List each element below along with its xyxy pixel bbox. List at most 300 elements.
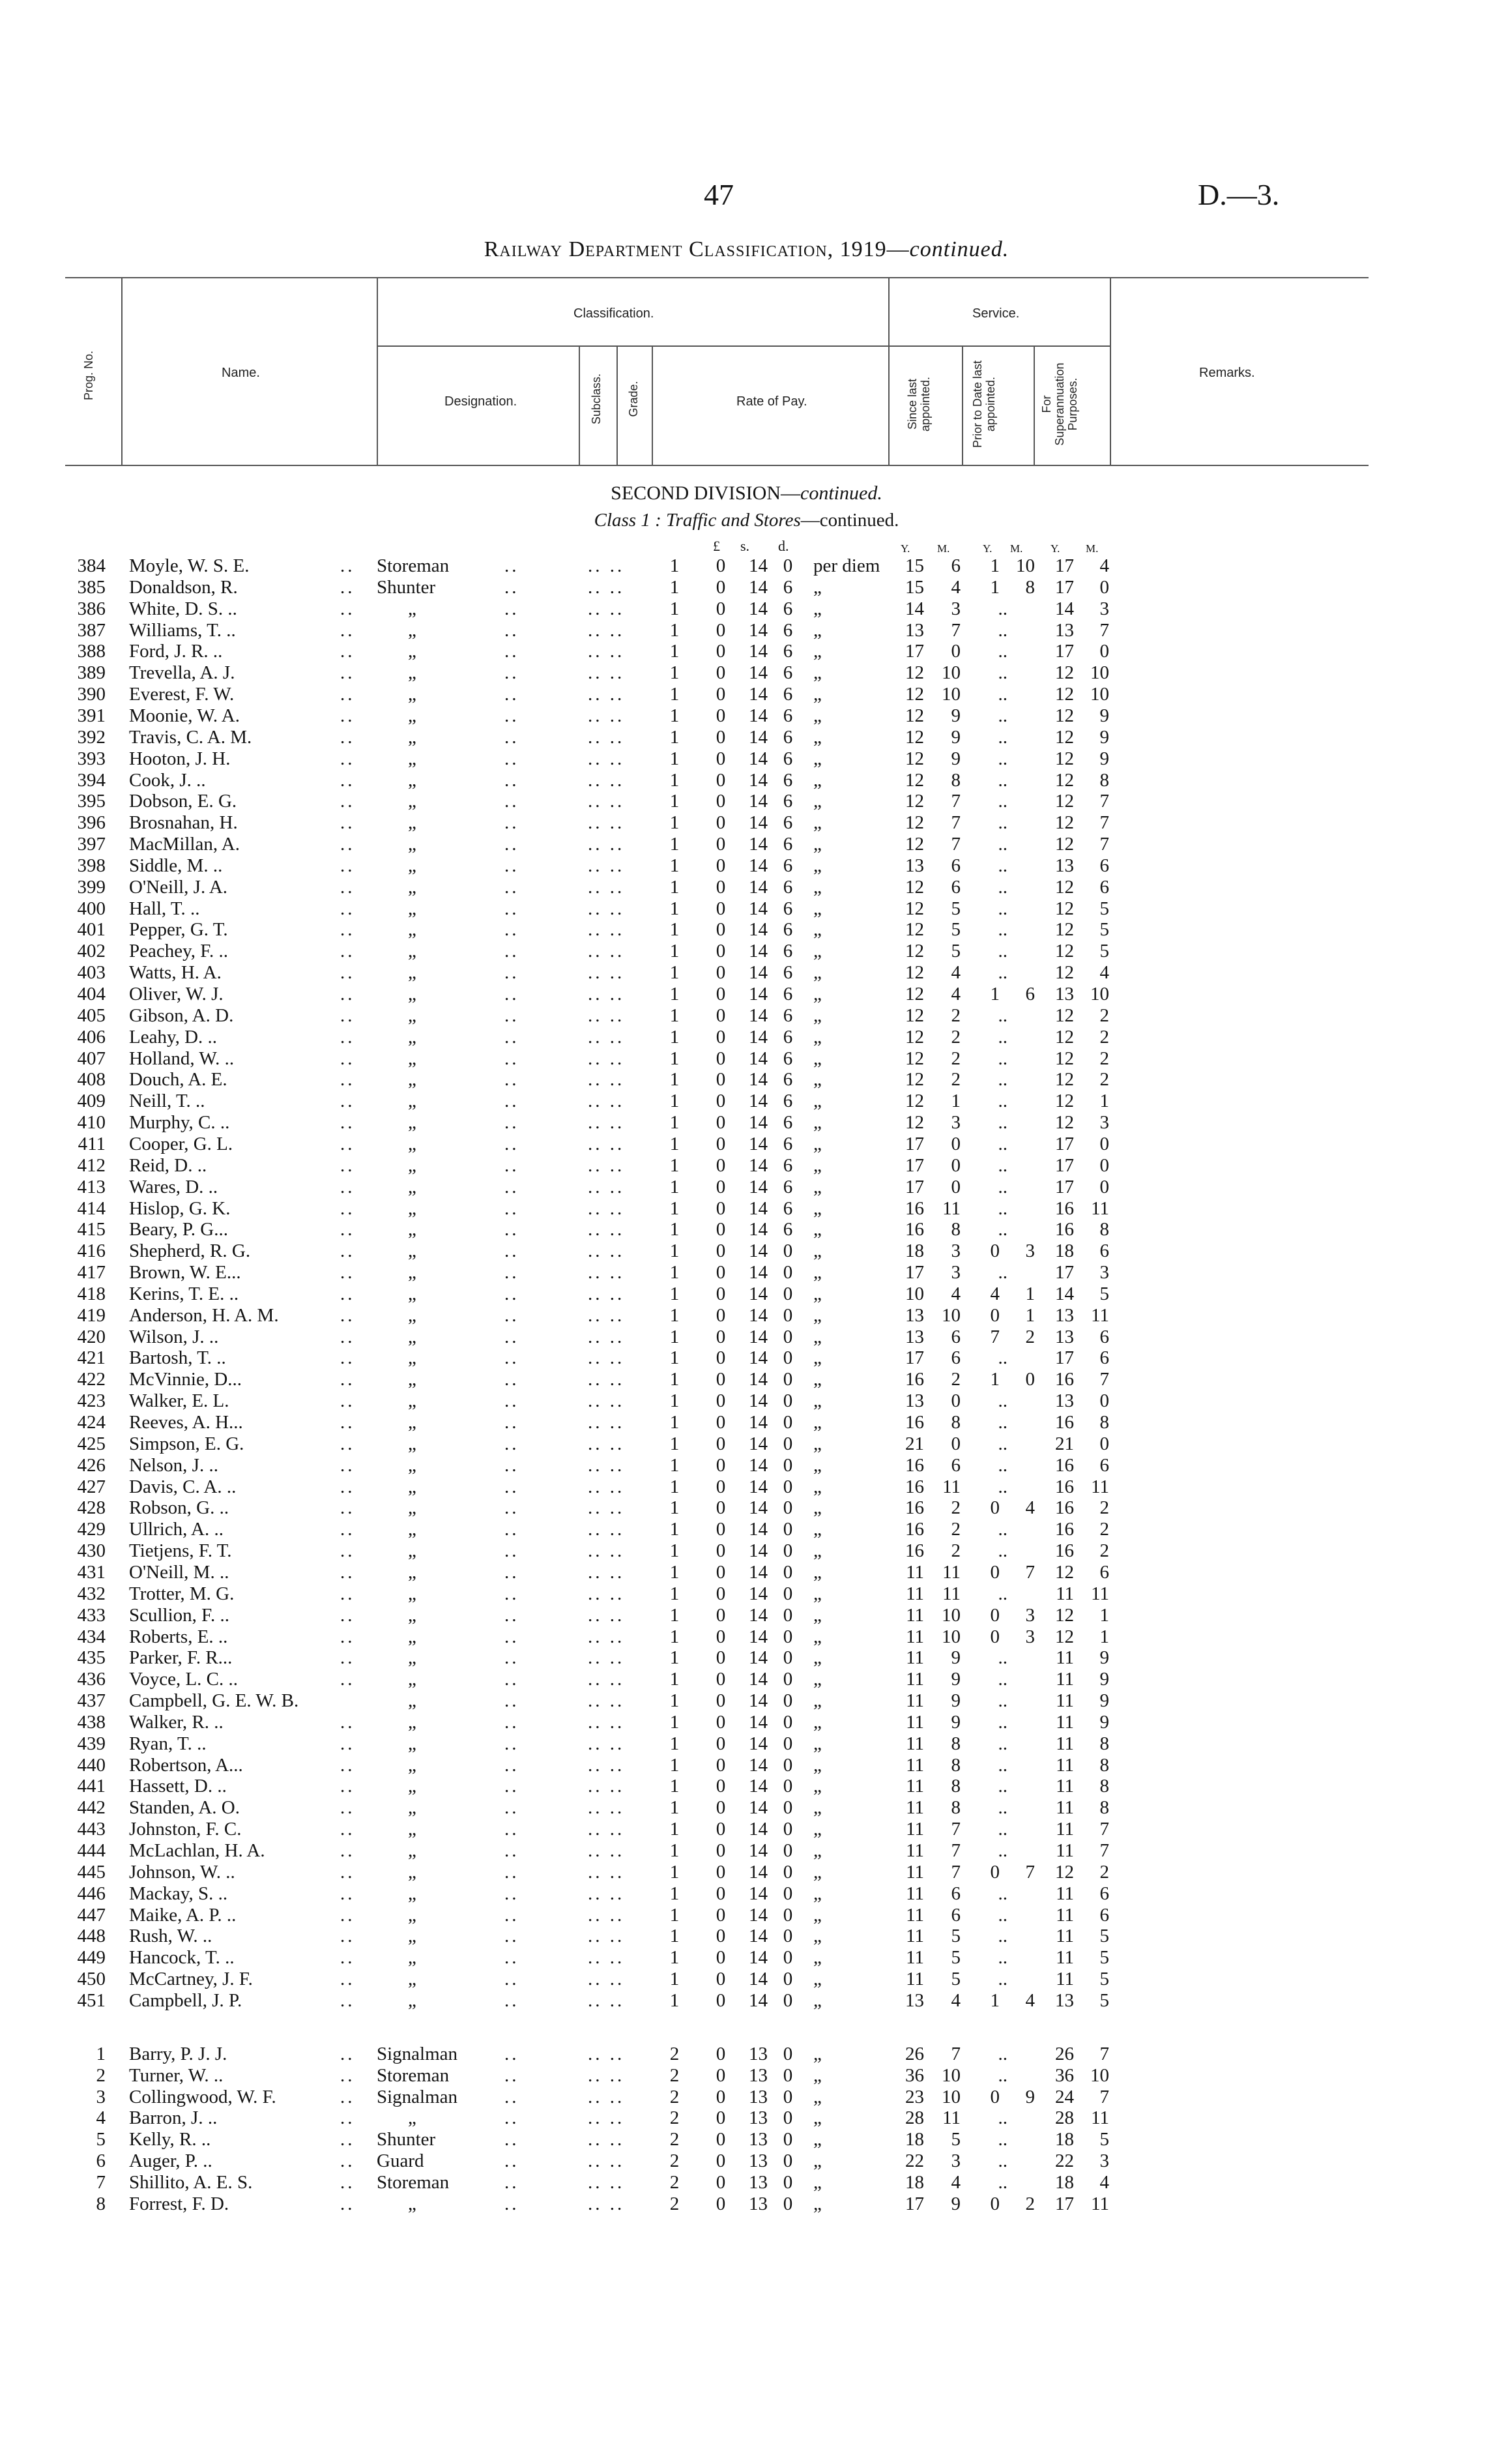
pay-pounds: 0 (716, 1176, 726, 1197)
since-months: 1 (951, 1091, 961, 1112)
leader-dots: .. (340, 1840, 355, 1861)
prog-no: 447 (77, 1904, 106, 1926)
leader-dots: .. (504, 748, 519, 769)
since-years: 13 (905, 619, 924, 641)
pay-pounds: 0 (716, 834, 726, 855)
super-years: 28 (1055, 2107, 1074, 2129)
prior-years: .. (998, 1519, 1007, 1540)
subclass: 1 (669, 1583, 680, 1604)
pay-pence: 0 (783, 1819, 793, 1840)
table-row (0, 2044, 1493, 2065)
leader-dots: .. (504, 555, 519, 576)
leader-dots: .. .. (588, 1561, 625, 1583)
super-years: 11 (1056, 1969, 1074, 1990)
since-years: 13 (905, 1989, 924, 2011)
subclass: 1 (669, 1690, 680, 1712)
service-header: Service. (972, 306, 1020, 321)
employee-name: Hooton, J. H. (129, 748, 231, 769)
pay-shillings: 14 (749, 1476, 768, 1497)
leader-dots: .. (340, 1197, 355, 1219)
designation: „ (408, 748, 416, 769)
subclass: 1 (669, 1154, 680, 1176)
pay-shillings: 14 (749, 962, 768, 984)
super-months: 2 (1099, 1026, 1109, 1048)
super-years: 17 (1055, 1133, 1074, 1154)
since-years: 11 (906, 1690, 924, 1712)
since-months: 2 (951, 1369, 961, 1390)
leader-dots: .. (504, 1026, 519, 1048)
subclass: 1 (669, 662, 680, 684)
leader-dots: .. (340, 1776, 355, 1797)
since-months: 0 (951, 1154, 961, 1176)
pay-pence: 0 (783, 1240, 793, 1262)
pay-shillings: 14 (749, 662, 768, 684)
since-years: 17 (905, 1154, 924, 1176)
employee-name: Williams, T. .. (129, 619, 236, 641)
leader-dots: .. .. (588, 641, 625, 662)
subclass: 1 (669, 705, 680, 726)
table-row (0, 641, 1493, 662)
leader-dots: .. .. (588, 1669, 625, 1690)
designation: „ (408, 662, 416, 684)
pay-pounds: 0 (716, 1711, 726, 1733)
leader-dots: .. (340, 1626, 355, 1647)
since-months: 9 (951, 726, 961, 748)
years-unit-2: Y. (983, 542, 993, 555)
leader-dots: .. (504, 1776, 519, 1797)
employee-name: Shillito, A. E. S. (129, 2171, 253, 2193)
pay-period: „ (813, 1476, 822, 1497)
prog-no: 439 (77, 1733, 106, 1754)
super-months: 8 (1099, 1797, 1109, 1819)
super-months: 0 (1099, 1176, 1109, 1197)
pay-pounds: 0 (716, 1240, 726, 1262)
subclass: 1 (669, 1347, 680, 1369)
since-years: 11 (906, 1776, 924, 1797)
super-months: 2 (1099, 1497, 1109, 1519)
pay-period: „ (813, 1883, 822, 1904)
since-years: 13 (905, 1304, 924, 1326)
leader-dots: .. (504, 1091, 519, 1112)
pay-shillings: 14 (749, 1626, 768, 1647)
prior-years: .. (998, 1005, 1007, 1026)
super-years: 12 (1055, 898, 1074, 919)
since-months: 6 (951, 1883, 961, 1904)
super-years: 13 (1055, 1304, 1074, 1326)
super-years: 16 (1055, 1412, 1074, 1433)
prior-years: .. (998, 1947, 1007, 1969)
employee-name: Forrest, F. D. (129, 2193, 229, 2214)
table-row (0, 1905, 1493, 1926)
employee-name: Walker, R. .. (129, 1711, 224, 1733)
leader-dots: .. (504, 1733, 519, 1754)
super-years: 17 (1055, 555, 1074, 576)
table-row (0, 1776, 1493, 1797)
designation: „ (408, 1283, 416, 1304)
subclass: 1 (669, 962, 680, 984)
pay-period: „ (813, 1412, 822, 1433)
super-years: 17 (1055, 641, 1074, 662)
pay-period: „ (813, 855, 822, 876)
leader-dots: .. (504, 1926, 519, 1947)
leader-dots: .. (340, 555, 355, 576)
pay-pence: 0 (783, 1561, 793, 1583)
prog-no: 435 (77, 1647, 106, 1669)
super-months: 0 (1099, 641, 1109, 662)
employee-name: Cook, J. .. (129, 769, 206, 791)
prog-no: 429 (77, 1519, 106, 1540)
super-years: 17 (1055, 1176, 1074, 1197)
pay-period: „ (813, 1947, 822, 1969)
pay-period: „ (813, 1776, 822, 1797)
leader-dots: .. (340, 684, 355, 705)
leader-dots: .. (340, 1005, 355, 1026)
pay-shillings: 14 (749, 919, 768, 941)
leader-dots: .. .. (588, 619, 625, 641)
leader-dots: .. (340, 1583, 355, 1604)
super-years: 13 (1055, 855, 1074, 876)
shilling-unit: s. (740, 538, 750, 554)
since-years: 11 (906, 1926, 924, 1947)
super-years: 26 (1055, 2044, 1074, 2064)
super-months: 3 (1099, 1262, 1109, 1283)
subclass: 1 (669, 919, 680, 941)
designation: „ (408, 855, 416, 876)
pay-pence: 0 (783, 1262, 793, 1283)
prior-years: .. (998, 1733, 1007, 1754)
pay-pence: 6 (783, 1133, 793, 1154)
since-years: 16 (905, 1219, 924, 1240)
leader-dots: .. (340, 1240, 355, 1262)
prior-months: 2 (1025, 1326, 1035, 1347)
leader-dots: .. (340, 1797, 355, 1819)
since-months: 7 (951, 812, 961, 834)
table-row (0, 555, 1493, 577)
pay-pence: 6 (783, 684, 793, 705)
prog-no: 399 (77, 876, 106, 898)
designation: „ (408, 1369, 416, 1390)
employee-name: Nelson, J. .. (129, 1454, 218, 1476)
pay-shillings: 13 (749, 2086, 768, 2107)
leader-dots: .. (504, 1454, 519, 1476)
leader-dots: .. (340, 1561, 355, 1583)
super-months: 0 (1099, 1390, 1109, 1412)
leader-dots: .. (340, 1219, 355, 1240)
prior-months: 2 (1025, 2193, 1035, 2214)
pay-shillings: 14 (749, 1326, 768, 1347)
pay-shillings: 13 (749, 2171, 768, 2193)
prior-years: 0 (990, 1497, 1000, 1519)
subclass: 1 (669, 1926, 680, 1947)
leader-dots: .. (504, 1604, 519, 1626)
classification-header: Classification. (573, 306, 654, 321)
pay-period: „ (813, 1154, 822, 1176)
pay-pence: 0 (783, 1369, 793, 1390)
designation: „ (408, 1733, 416, 1754)
designation: „ (408, 1989, 416, 2011)
prior-years: 0 (990, 1304, 1000, 1326)
leader-dots: .. (504, 619, 519, 641)
subclass: 1 (669, 576, 680, 598)
pay-shillings: 14 (749, 1711, 768, 1733)
leader-dots: .. (340, 2107, 355, 2129)
super-years: 11 (1056, 1840, 1074, 1861)
prior-years: .. (998, 619, 1007, 641)
leader-dots: .. (340, 1819, 355, 1840)
pay-shillings: 14 (749, 1497, 768, 1519)
pay-pence: 0 (783, 1540, 793, 1562)
since-years: 16 (905, 1476, 924, 1497)
leader-dots: .. .. (588, 2150, 625, 2171)
super-months: 5 (1099, 898, 1109, 919)
pay-pence: 0 (783, 1497, 793, 1519)
super-years: 12 (1055, 1861, 1074, 1883)
since-years: 12 (905, 684, 924, 705)
pay-pounds: 0 (716, 2107, 726, 2129)
prog-no: 402 (77, 941, 106, 962)
leader-dots: .. (504, 1969, 519, 1990)
prior-months: 3 (1025, 1626, 1035, 1647)
pay-shillings: 13 (749, 2150, 768, 2171)
prog-no: 425 (77, 1433, 106, 1454)
super-years: 11 (1056, 1947, 1074, 1969)
super-years: 21 (1055, 1433, 1074, 1454)
designation: Shunter (377, 2129, 436, 2150)
since-years: 11 (906, 1947, 924, 1969)
leader-dots: .. .. (588, 1283, 625, 1304)
prog-no: 448 (77, 1926, 106, 1947)
leader-dots: .. (504, 1861, 519, 1883)
pay-pounds: 0 (716, 1347, 726, 1369)
pay-shillings: 14 (749, 1262, 768, 1283)
leader-dots: .. .. (588, 1154, 625, 1176)
super-months: 11 (1091, 1197, 1109, 1219)
prior-months: 10 (1016, 555, 1035, 576)
super-years: 16 (1055, 1540, 1074, 1562)
leader-dots: .. (340, 1947, 355, 1969)
pay-pence: 6 (783, 726, 793, 748)
leader-dots: .. (504, 1626, 519, 1647)
pay-pence: 0 (783, 1626, 793, 1647)
subclass: 1 (669, 1454, 680, 1476)
super-months: 8 (1099, 1219, 1109, 1240)
super-years: 12 (1055, 812, 1074, 834)
table-row (0, 1327, 1493, 1348)
prior-years: .. (998, 2129, 1007, 2150)
super-years: 36 (1055, 2064, 1074, 2086)
leader-dots: .. (504, 1262, 519, 1283)
subclass: 1 (669, 1176, 680, 1197)
prog-no: 436 (77, 1669, 106, 1690)
employee-name: Wares, D. .. (129, 1176, 218, 1197)
prog-no: 441 (77, 1776, 106, 1797)
since-months: 3 (951, 1112, 961, 1134)
designation-header: Designation. (444, 394, 517, 409)
pay-pounds: 0 (716, 1262, 726, 1283)
leader-dots: .. (340, 1091, 355, 1112)
since-years: 17 (905, 1176, 924, 1197)
since-months: 9 (951, 1711, 961, 1733)
designation: „ (408, 1390, 416, 1412)
super-years: 18 (1055, 2129, 1074, 2150)
super-years: 16 (1055, 1197, 1074, 1219)
since-years: 12 (905, 876, 924, 898)
table-row (0, 1926, 1493, 1947)
leader-dots: .. (504, 1690, 519, 1712)
leader-dots: .. (340, 962, 355, 984)
pay-shillings: 14 (749, 1861, 768, 1883)
employee-name: MacMillan, A. (129, 834, 240, 855)
prior-years: .. (998, 1669, 1007, 1690)
leader-dots: .. .. (588, 876, 625, 898)
employee-name: Anderson, H. A. M. (129, 1304, 279, 1326)
pay-pounds: 0 (716, 1133, 726, 1154)
pay-period: „ (813, 1669, 822, 1690)
super-months: 10 (1090, 2064, 1109, 2086)
since-years: 16 (905, 1519, 924, 1540)
super-years: 18 (1055, 2171, 1074, 2193)
employee-name: Bartosh, T. .. (129, 1347, 226, 1369)
subclass: 1 (669, 1519, 680, 1540)
leader-dots: .. (504, 705, 519, 726)
since-years: 11 (906, 1626, 924, 1647)
pay-pence: 0 (783, 1904, 793, 1926)
pay-shillings: 14 (749, 1926, 768, 1947)
pay-pence: 0 (783, 2086, 793, 2107)
leader-dots: .. (504, 1304, 519, 1326)
prog-no: 442 (77, 1797, 106, 1819)
leader-dots: .. (340, 1711, 355, 1733)
designation: Storeman (377, 2171, 450, 2193)
since-months: 7 (951, 1819, 961, 1840)
employee-name: Hall, T. .. (129, 898, 200, 919)
prior-years: .. (998, 1026, 1007, 1048)
since-months: 7 (951, 2044, 961, 2064)
designation: „ (408, 1861, 416, 1883)
pay-pence: 6 (783, 984, 793, 1005)
leader-dots: .. (504, 834, 519, 855)
leader-dots: .. (504, 641, 519, 662)
leader-dots: .. (340, 598, 355, 619)
super-years: 12 (1055, 962, 1074, 984)
subclass: 1 (669, 684, 680, 705)
leader-dots: .. (504, 1112, 519, 1134)
pay-shillings: 14 (749, 1048, 768, 1069)
subclass: 1 (669, 1262, 680, 1283)
designation: „ (408, 1540, 416, 1562)
subclass: 1 (669, 726, 680, 748)
leader-dots: .. (504, 769, 519, 791)
leader-dots: .. .. (588, 1969, 625, 1990)
since-months: 6 (951, 876, 961, 898)
pay-pence: 6 (783, 1069, 793, 1091)
since-months: 7 (951, 619, 961, 641)
since-months: 11 (942, 1476, 961, 1497)
subclass: 1 (669, 1947, 680, 1969)
pay-pounds: 0 (716, 619, 726, 641)
leader-dots: .. (340, 1454, 355, 1476)
since-years: 18 (905, 2171, 924, 2193)
subclass: 1 (669, 1540, 680, 1562)
employee-name: Auger, P. .. (129, 2150, 212, 2171)
table-row (0, 1947, 1493, 1969)
super-months: 6 (1099, 876, 1109, 898)
employee-name: Watts, H. A. (129, 962, 222, 984)
designation: „ (408, 1819, 416, 1840)
super-months: 7 (1099, 1840, 1109, 1861)
since-months: 6 (951, 1347, 961, 1369)
super-years: 14 (1055, 598, 1074, 619)
designation: „ (408, 1776, 416, 1797)
leader-dots: .. (340, 769, 355, 791)
subclass: 1 (669, 748, 680, 769)
super-months: 2 (1099, 1540, 1109, 1562)
prior-years: .. (998, 748, 1007, 769)
pay-pounds: 0 (716, 1561, 726, 1583)
prior-to-date-header: Prior to Date last appointed. (971, 360, 997, 448)
designation: „ (408, 1005, 416, 1026)
table-row (0, 2172, 1493, 2193)
designation: „ (408, 1433, 416, 1454)
leader-dots: .. (504, 1390, 519, 1412)
table-row (0, 1733, 1493, 1755)
table-row (0, 1369, 1493, 1390)
leader-dots: .. (504, 941, 519, 962)
leader-dots: .. .. (588, 834, 625, 855)
designation: „ (408, 1604, 416, 1626)
pay-shillings: 14 (749, 1969, 768, 1990)
months-unit-2: M. (1010, 542, 1023, 555)
leader-dots: .. (504, 1540, 519, 1562)
subclass: 2 (669, 2107, 680, 2129)
subclass: 1 (669, 1005, 680, 1026)
super-years: 12 (1055, 1626, 1074, 1647)
prior-years: .. (998, 1262, 1007, 1283)
superannuation-header: For Superannuation Purposes. (1040, 362, 1079, 446)
employee-name: Donaldson, R. (129, 576, 238, 598)
super-years: 16 (1055, 1476, 1074, 1497)
pay-pounds: 0 (716, 2150, 726, 2171)
super-months: 3 (1099, 598, 1109, 619)
pay-pounds: 0 (716, 555, 726, 576)
pay-shillings: 14 (749, 1754, 768, 1776)
designation: „ (408, 1561, 416, 1583)
super-years: 11 (1056, 1819, 1074, 1840)
pay-pounds: 0 (716, 1819, 726, 1840)
leader-dots: .. (340, 834, 355, 855)
pay-shillings: 14 (749, 1369, 768, 1390)
designation: „ (408, 641, 416, 662)
pay-pence: 0 (783, 1390, 793, 1412)
leader-dots: .. .. (588, 748, 625, 769)
employee-name: Everest, F. W. (129, 684, 235, 705)
pay-pounds: 0 (716, 2193, 726, 2214)
prior-years: 1 (990, 1369, 1000, 1390)
since-years: 11 (906, 1904, 924, 1926)
super-months: 10 (1090, 684, 1109, 705)
employee-name: Siddle, M. .. (129, 855, 223, 876)
leader-dots: .. (504, 1797, 519, 1819)
super-years: 11 (1056, 1883, 1074, 1904)
designation: „ (408, 1347, 416, 1369)
subclass: 1 (669, 941, 680, 962)
super-months: 8 (1099, 1754, 1109, 1776)
designation: „ (408, 1026, 416, 1048)
pay-pounds: 0 (716, 705, 726, 726)
employee-name: Johnston, F. C. (129, 1819, 242, 1840)
pay-shillings: 14 (749, 1519, 768, 1540)
pay-period: „ (813, 1583, 822, 1604)
